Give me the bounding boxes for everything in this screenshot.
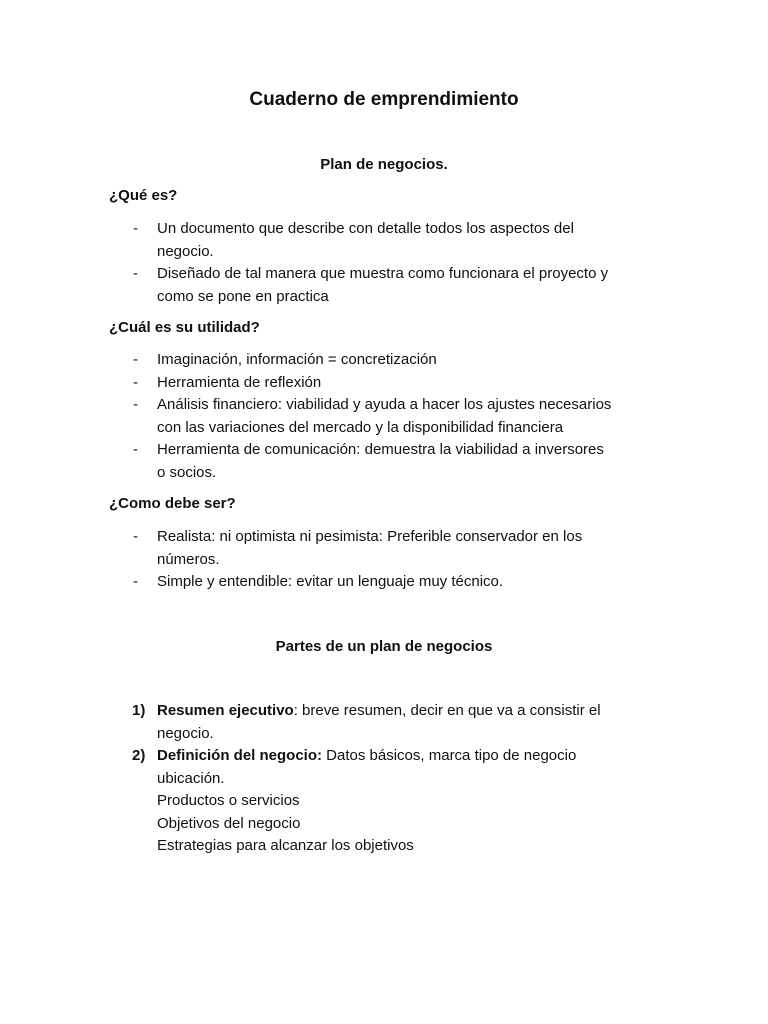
bullet-marker: - [133, 528, 138, 545]
list-item-line: Imaginación, información = concretización [157, 351, 437, 368]
section-heading-como-debe-ser: ¿Como debe ser? [109, 495, 236, 512]
number-marker: 2) [132, 747, 146, 764]
list-item-line: Objetivos del negocio [157, 814, 301, 832]
list-item-line: ubicación. [157, 769, 225, 787]
list-item-line: negocio. [157, 724, 214, 742]
list-item [109, 526, 669, 571]
list-item-line: Productos o servicios [157, 792, 300, 809]
list-item-line: con las variaciones del mercado y la disponibilidad financiera [157, 418, 564, 436]
section-list-utilidad [109, 349, 669, 484]
list-item-line: Análisis financiero: viabilidad y ayuda a hacer los ajustes necesarios [157, 396, 612, 413]
part-description: : breve resumen, decir en que va a consistir el [293, 702, 601, 719]
list-item [109, 745, 669, 858]
list-item-line: Herramienta de reflexión [157, 373, 322, 391]
list-item-line: Realista: ni optimista ni pesimista: Preferible conservador en los [157, 528, 583, 545]
list-item-line [157, 745, 669, 768]
part-description: Datos básicos, marca tipo de negocio [322, 747, 577, 764]
section-heading-utilidad: ¿Cuál es su utilidad? [109, 319, 260, 336]
bullet-marker: - [133, 265, 138, 282]
list-item [109, 439, 669, 484]
part-term: Definición del negocio: [157, 747, 323, 764]
list-item [109, 571, 669, 594]
bullet-marker: - [133, 351, 138, 368]
list-item-line: Un documento que describe con detalle todos los aspectos del [157, 220, 574, 237]
list-item-line: Simple y entendible: evitar un lenguaje muy técnico. [157, 573, 504, 590]
number-marker: 1) [132, 702, 146, 719]
bullet-marker: - [133, 573, 138, 590]
list-item [109, 218, 669, 263]
list-item-line: números. [157, 550, 220, 568]
list-item-line: como se pone en practica [157, 287, 329, 305]
bullet-marker: - [133, 220, 138, 237]
list-item [109, 349, 669, 372]
section-list-como-debe-ser [109, 526, 669, 594]
list-item-line [157, 700, 669, 723]
parts-list [109, 700, 669, 858]
list-item-line: negocio. [157, 242, 214, 260]
document-title: Cuaderno de emprendimiento [249, 89, 519, 110]
list-item [109, 372, 669, 395]
section-list-que-es [109, 218, 669, 308]
list-item-line: o socios. [157, 463, 217, 481]
list-item [109, 700, 669, 745]
list-item [109, 263, 669, 308]
list-item [109, 394, 669, 439]
parts-heading: Partes de un plan de negocios [275, 638, 493, 655]
list-item-line: Estrategias para alcanzar los objetivos [157, 837, 414, 854]
bullet-marker: - [133, 396, 138, 413]
list-item-line: Diseñado de tal manera que muestra como funcionara el proyecto y [157, 265, 609, 282]
bullet-marker: - [133, 441, 138, 458]
section-heading-que-es: ¿Qué es? [109, 187, 178, 204]
plan-heading: Plan de negocios. [320, 156, 448, 173]
list-item-line: Herramienta de comunicación: demuestra la viabilidad a inversores [157, 441, 604, 458]
bullet-marker: - [133, 373, 138, 391]
part-term: Resumen ejecutivo [157, 702, 294, 719]
